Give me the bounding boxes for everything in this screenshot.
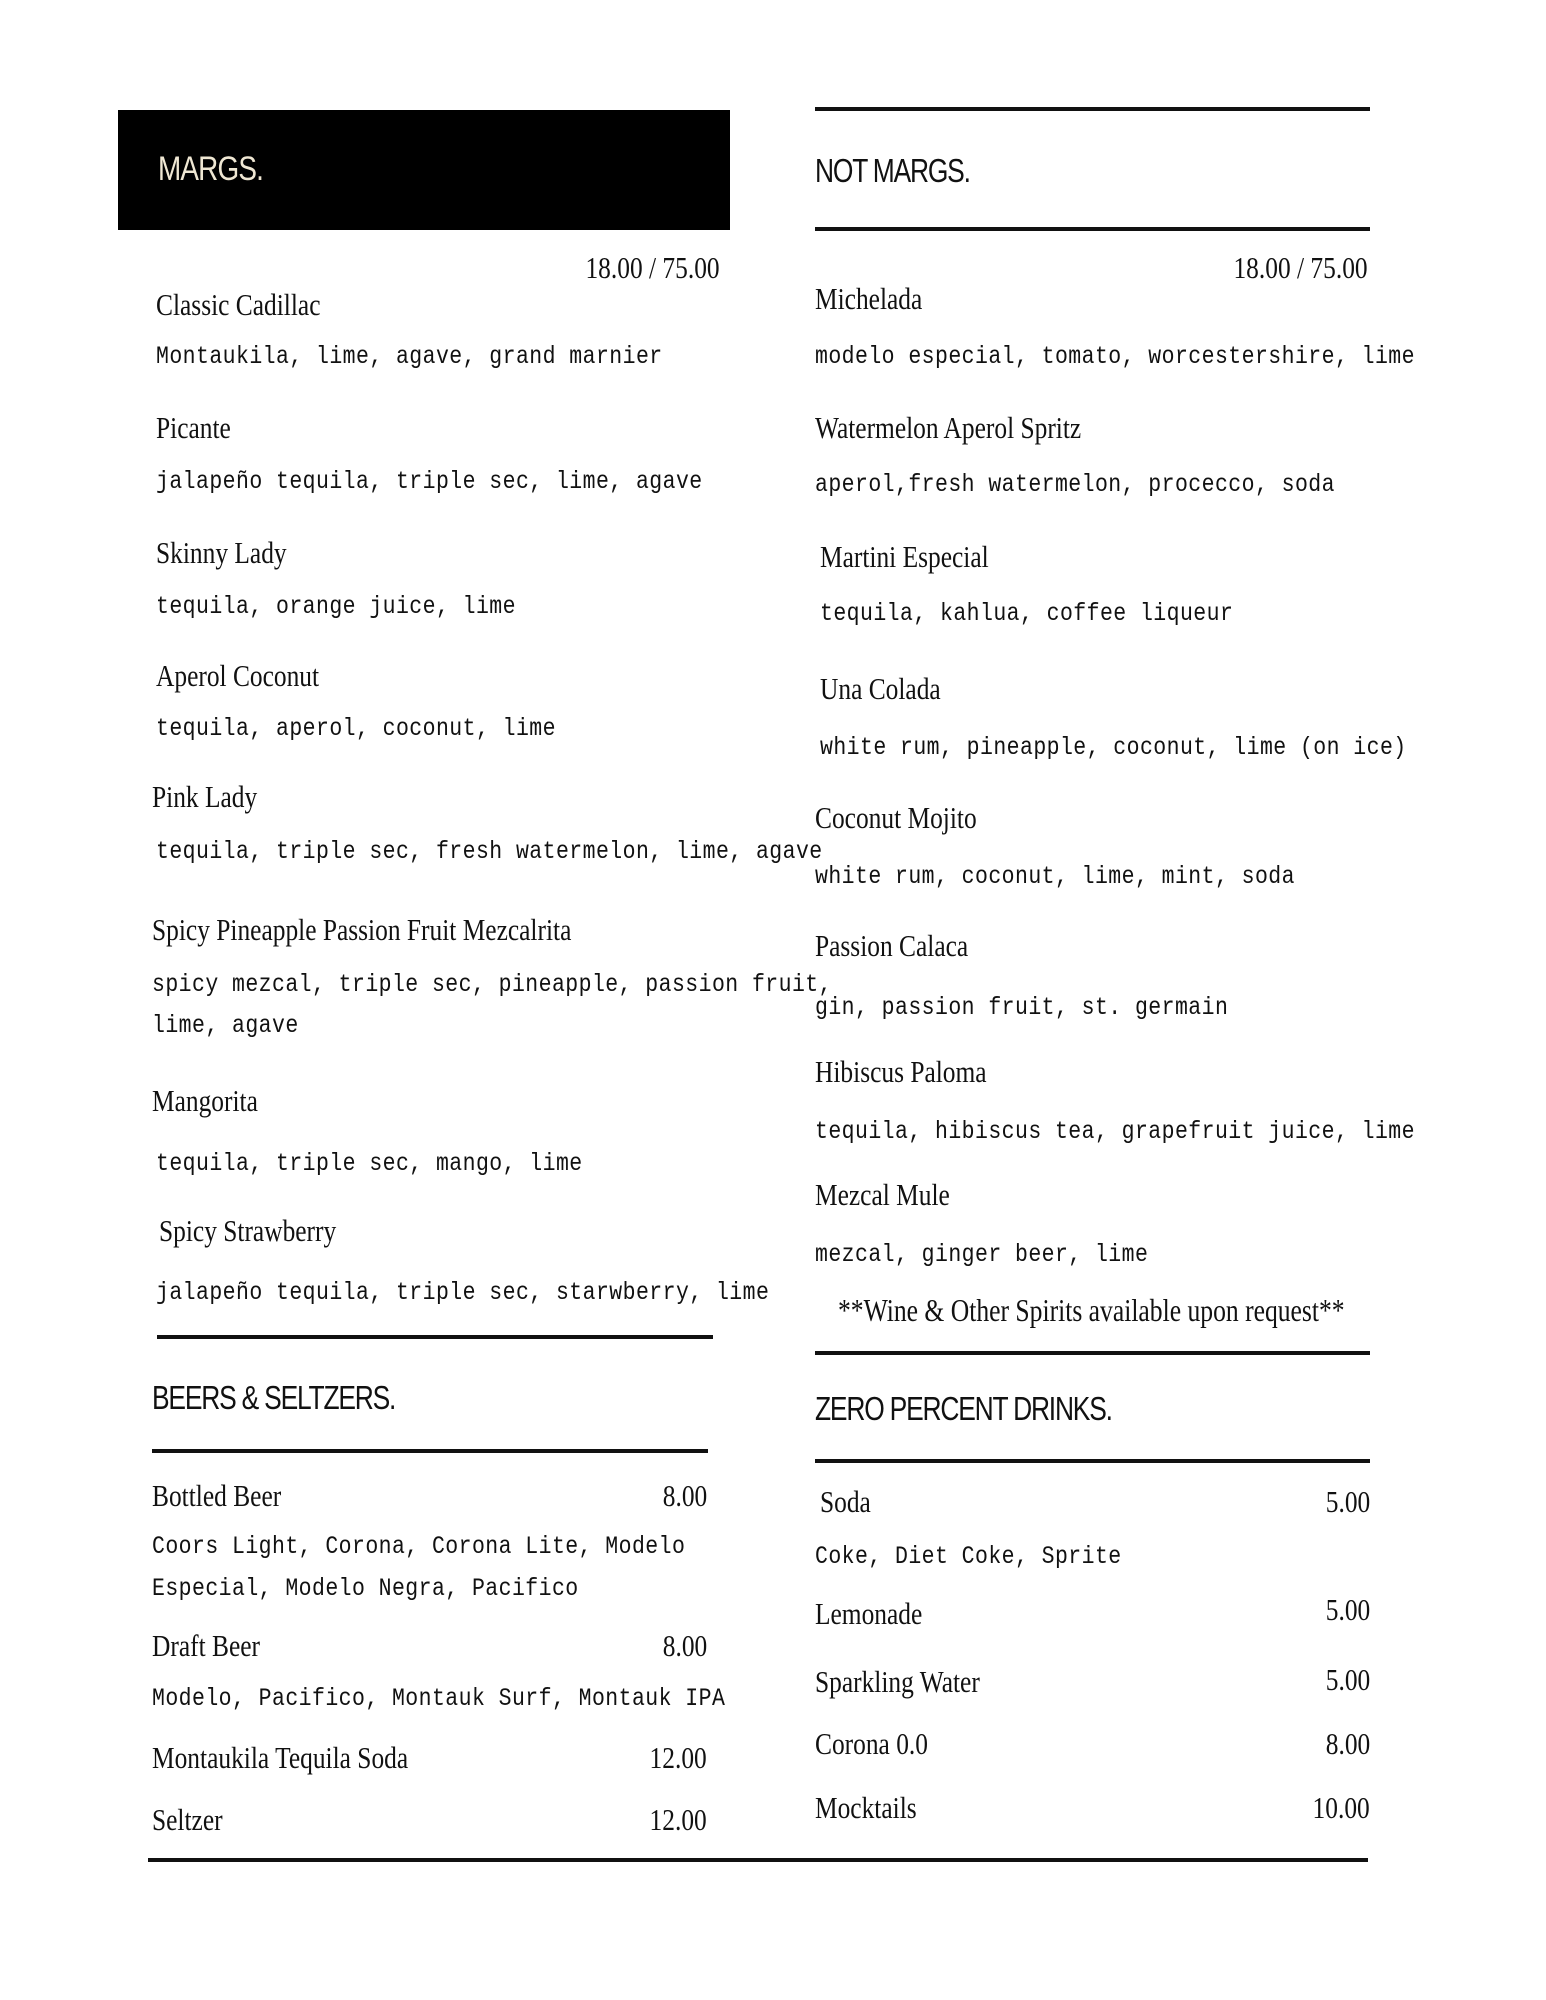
margs-header [118, 110, 730, 230]
margs-item-desc: lime, agave [152, 1011, 299, 1040]
zero-item-price: 5.00 [1325, 1592, 1370, 1627]
margs-item-desc: jalapeño tequila, triple sec, starwberry, lime [156, 1278, 770, 1307]
margs-item-name: Spicy Strawberry [159, 1213, 337, 1248]
not-margs-item-name: Martini Especial [820, 539, 989, 574]
zero-item-name: Lemonade [815, 1596, 923, 1631]
not-margs-item-name: Mezcal Mule [815, 1177, 950, 1212]
not-margs-item-desc: white rum, coconut, lime, mint, soda [815, 862, 1295, 891]
zero-item-name: Mocktails [815, 1790, 917, 1825]
margs-item-name: Aperol Coconut [156, 658, 320, 693]
beers-item-desc: Modelo, Pacifico, Montauk Surf, Montauk IPA [152, 1684, 726, 1713]
not-margs-item-name: Hibiscus Paloma [815, 1054, 987, 1089]
zero-item-name: Sparkling Water [815, 1664, 980, 1699]
not-margs-item-desc: mezcal, ginger beer, lime [815, 1240, 1149, 1269]
beers-item-price: 8.00 [662, 1478, 707, 1513]
not-margs-item-desc: modelo especial, tomato, worcestershire, lime [815, 342, 1415, 371]
zero-item-price: 10.00 [1312, 1790, 1370, 1825]
margs-item-name: Classic Cadillac [156, 287, 321, 322]
margs-item-desc: tequila, aperol, coconut, lime [156, 714, 556, 743]
margs-item-name: Skinny Lady [156, 535, 287, 570]
beers-item-name: Draft Beer [152, 1628, 260, 1663]
not-margs-price: 18.00 / 75.00 [1233, 250, 1368, 285]
divider [157, 1335, 713, 1339]
divider [815, 1351, 1370, 1355]
margs-item-name: Spicy Pineapple Passion Fruit Mezcalrita [152, 912, 572, 947]
not-margs-item-desc: tequila, hibiscus tea, grapefruit juice, lime [815, 1117, 1415, 1146]
beers-item-price: 8.00 [662, 1628, 707, 1663]
wine-spirits-note: **Wine & Other Spirits available upon request** [838, 1292, 1345, 1328]
beers-item-name: Montaukila Tequila Soda [152, 1740, 409, 1775]
not-margs-item-desc: aperol,fresh watermelon, procecco, soda [815, 470, 1335, 499]
beers-item-price: 12.00 [649, 1802, 707, 1837]
margs-item-desc: tequila, orange juice, lime [156, 592, 516, 621]
margs-item-desc: jalapeño tequila, triple sec, lime, agave [156, 467, 703, 496]
zero-item-price: 5.00 [1325, 1662, 1370, 1697]
not-margs-title: NOT MARGS. [815, 152, 970, 189]
beers-item-desc: Coors Light, Corona, Corona Lite, Modelo [152, 1532, 686, 1561]
margs-item-desc: tequila, triple sec, mango, lime [156, 1149, 583, 1178]
zero-title: ZERO PERCENT DRINKS. [815, 1390, 1112, 1427]
divider [815, 107, 1370, 111]
zero-item-price: 5.00 [1325, 1484, 1370, 1519]
margs-item-desc: tequila, triple sec, fresh watermelon, lime, agave [156, 837, 823, 866]
beers-item-desc: Especial, Modelo Negra, Pacifico [152, 1574, 579, 1603]
not-margs-item-desc: tequila, kahlua, coffee liqueur [820, 599, 1234, 628]
not-margs-item-desc: gin, passion fruit, st. germain [815, 993, 1229, 1022]
not-margs-item-name: Watermelon Aperol Spritz [815, 410, 1082, 445]
beers-item-name: Seltzer [152, 1802, 223, 1837]
divider [815, 1459, 1370, 1463]
divider [815, 227, 1370, 231]
not-margs-item-name: Passion Calaca [815, 928, 969, 963]
not-margs-item-desc: white rum, pineapple, coconut, lime (on ice) [820, 733, 1407, 762]
beers-item-name: Bottled Beer [152, 1478, 282, 1513]
zero-item-name: Soda [820, 1484, 871, 1519]
beers-item-price: 12.00 [649, 1740, 707, 1775]
margs-item-desc: spicy mezcal, triple sec, pineapple, passion fruit, [152, 970, 832, 999]
margs-title: MARGS. [158, 150, 264, 188]
zero-item-desc: Coke, Diet Coke, Sprite [815, 1542, 1122, 1571]
beers-title: BEERS & SELTZERS. [152, 1379, 396, 1416]
not-margs-item-name: Michelada [815, 281, 923, 316]
margs-price: 18.00 / 75.00 [585, 250, 720, 285]
margs-item-desc: Montaukila, lime, agave, grand marnier [156, 342, 663, 371]
not-margs-item-name: Una Colada [820, 671, 941, 706]
zero-item-price: 8.00 [1325, 1726, 1370, 1761]
margs-item-name: Picante [156, 410, 231, 445]
bottom-divider [148, 1858, 1368, 1862]
divider [152, 1449, 708, 1453]
not-margs-item-name: Coconut Mojito [815, 800, 977, 835]
margs-item-name: Pink Lady [152, 779, 258, 814]
zero-item-name: Corona 0.0 [815, 1726, 928, 1761]
margs-item-name: Mangorita [152, 1083, 258, 1118]
